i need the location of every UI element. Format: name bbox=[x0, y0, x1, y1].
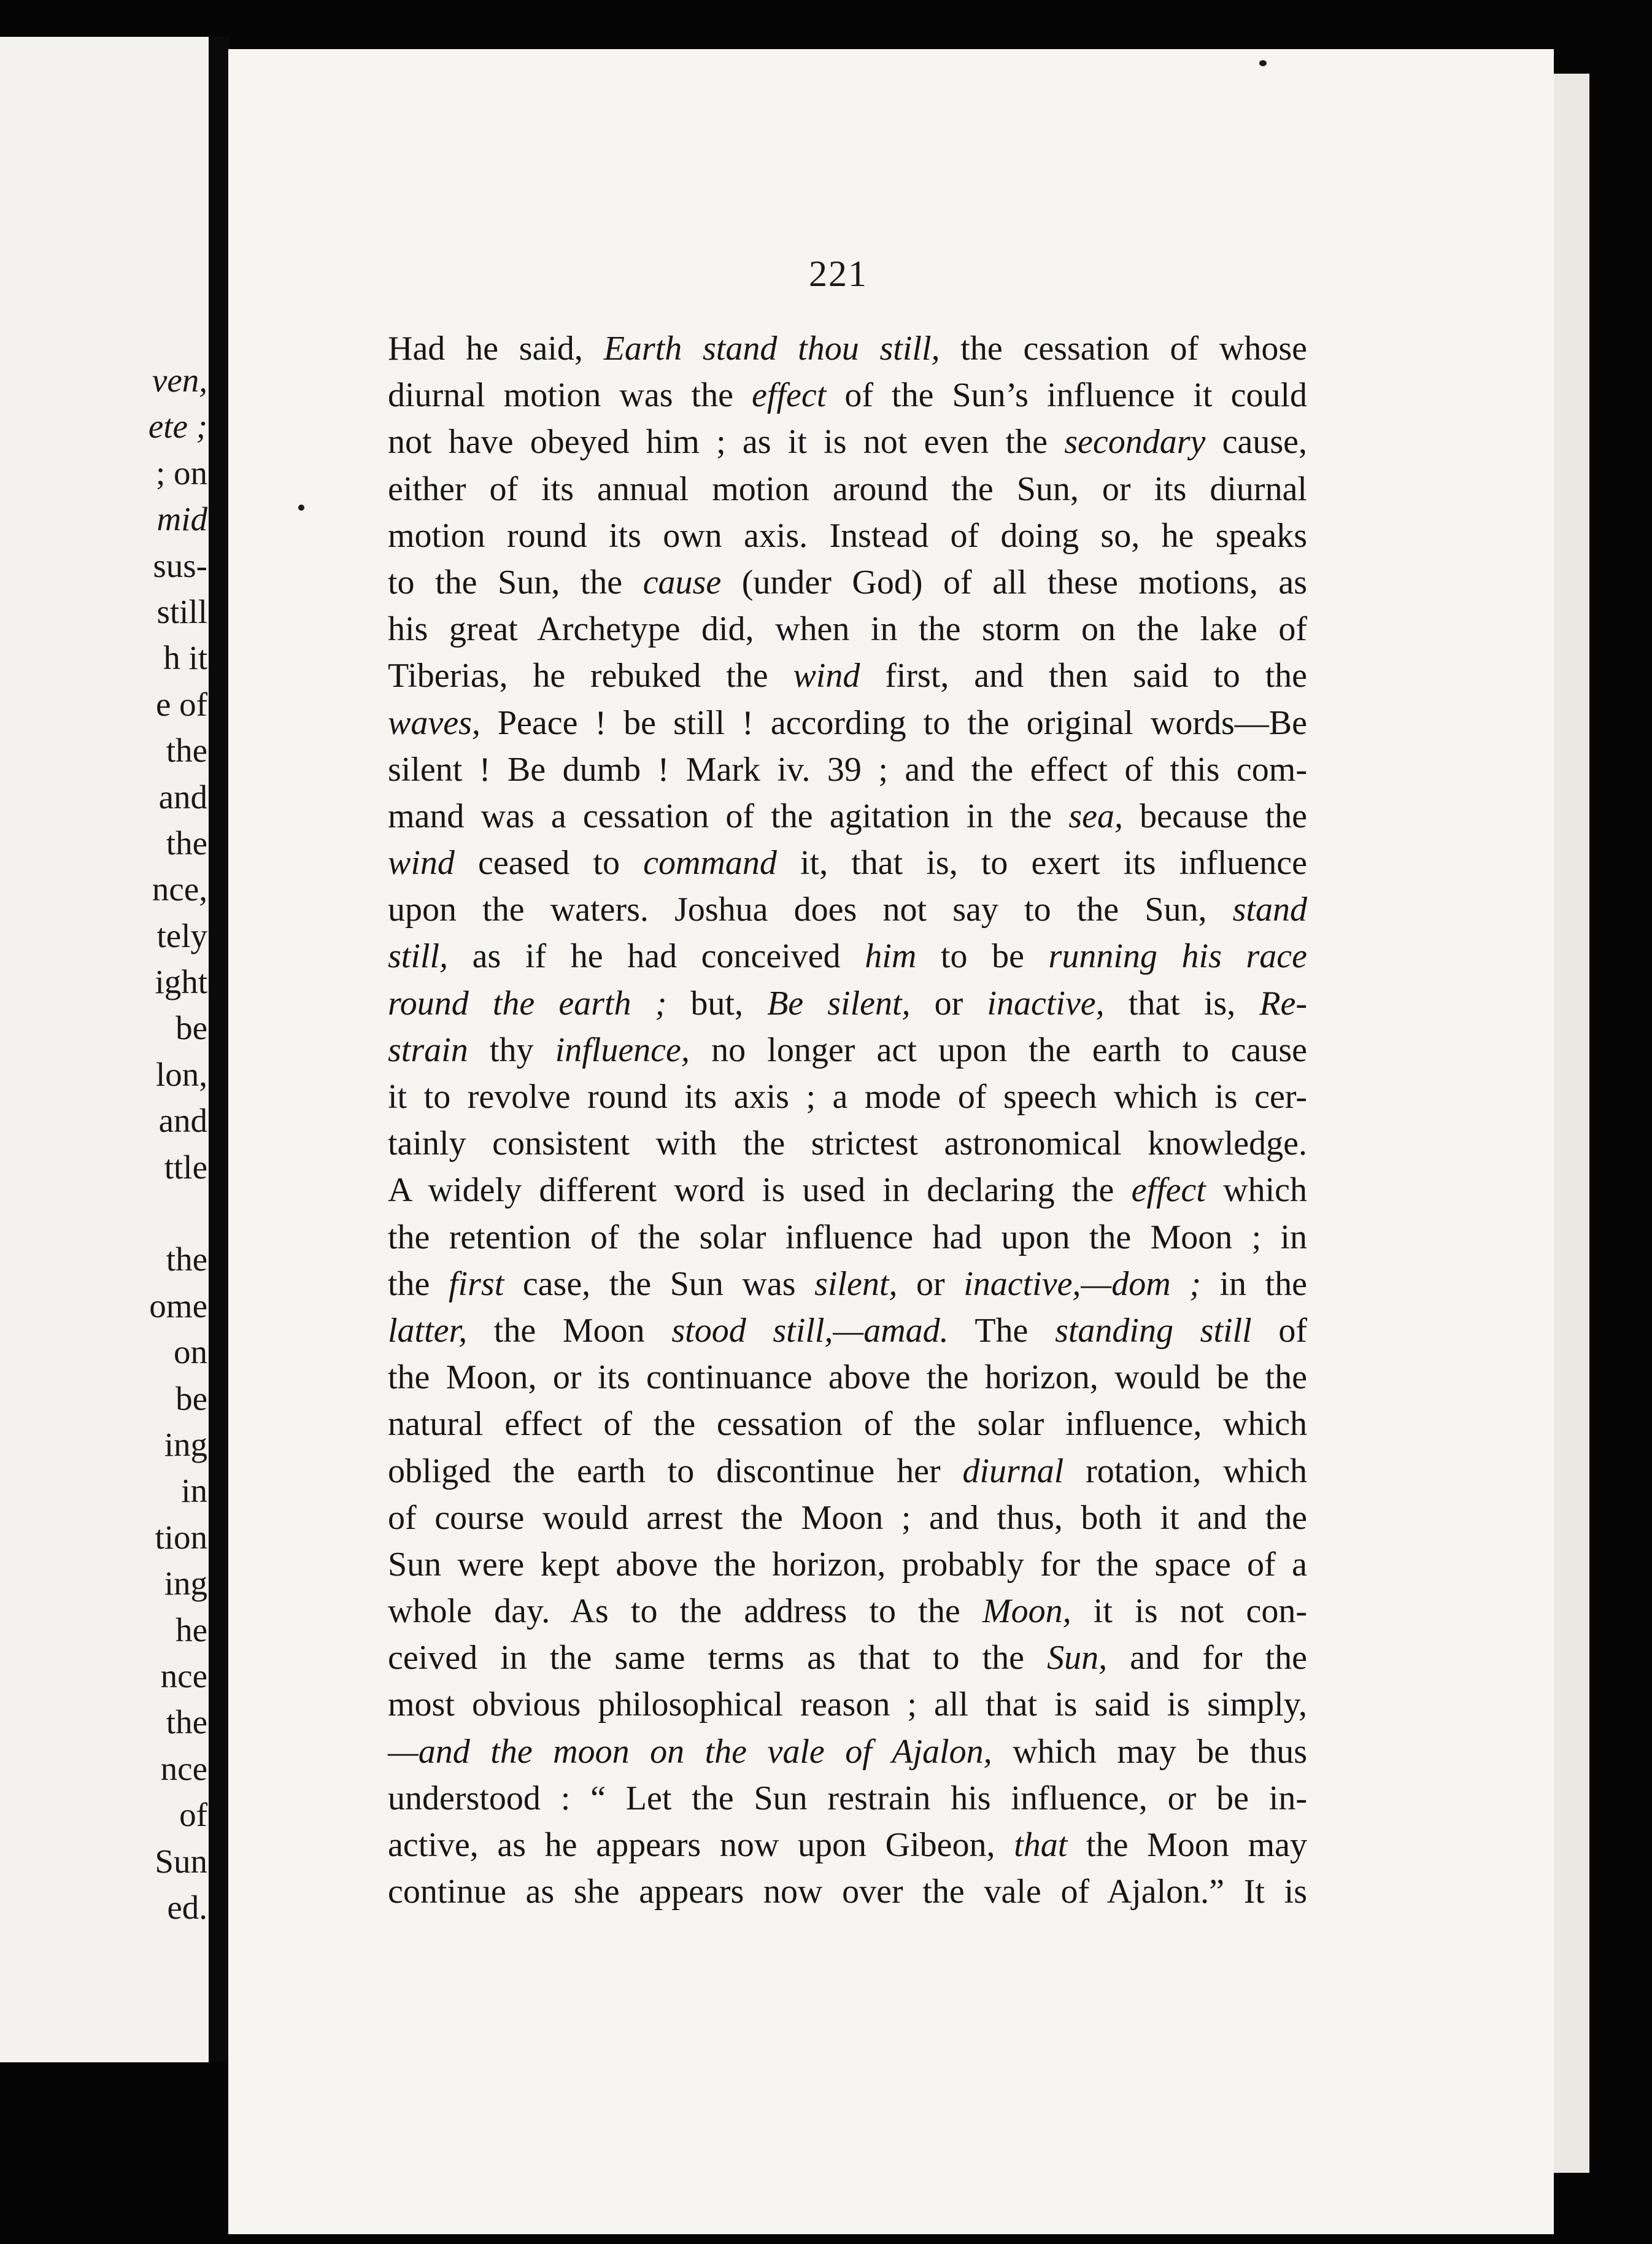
previous-page-line-ending: ing bbox=[164, 1425, 207, 1463]
text-run: case, the Sun was bbox=[504, 1264, 815, 1303]
italic-text: first bbox=[448, 1264, 504, 1303]
italic-text: inactive, bbox=[987, 984, 1105, 1023]
italic-text: Sun, bbox=[1047, 1639, 1108, 1677]
previous-page-line-ending: he bbox=[176, 1611, 207, 1649]
text-line bbox=[388, 746, 1307, 793]
previous-page-line-ending: the bbox=[166, 824, 207, 862]
text-run: ceived in the same terms as that to the bbox=[388, 1639, 1048, 1677]
ink-speck bbox=[298, 505, 304, 511]
text-line bbox=[388, 933, 1307, 980]
previous-page-line-ending: on bbox=[174, 1333, 207, 1371]
italic-text: Re- bbox=[1259, 984, 1308, 1023]
italic-text: running his race bbox=[1048, 937, 1307, 976]
text-run: no longer act upon the earth to cause bbox=[689, 1031, 1307, 1069]
italic-text: stood still,—amad. bbox=[671, 1311, 949, 1350]
previous-page-line-ending: and bbox=[158, 1102, 207, 1140]
previous-page-line-ending bbox=[0, 1190, 221, 1236]
page-body-text bbox=[388, 325, 1307, 1915]
previous-page-line-ending: sus- bbox=[153, 546, 207, 584]
italic-text: effect bbox=[1131, 1171, 1206, 1210]
text-run: ceased to bbox=[454, 844, 644, 883]
previous-page-line-ending: be bbox=[176, 1379, 207, 1417]
text-line bbox=[388, 1681, 1307, 1728]
text-run: natural effect of the cessation of the solar influence, which bbox=[388, 1405, 1307, 1444]
text-run: thy bbox=[468, 1031, 555, 1069]
text-run: silent ! Be dumb ! Mark iv. 39 ; and the effect of this com- bbox=[388, 750, 1307, 789]
previous-page-fragment bbox=[0, 37, 221, 2062]
text-line bbox=[388, 1541, 1307, 1588]
text-run: understood : “ Let the Sun restrain his influence, or be in- bbox=[388, 1779, 1307, 1817]
text-line bbox=[388, 559, 1307, 606]
text-line bbox=[388, 466, 1307, 513]
italic-text: Be silent, bbox=[767, 984, 911, 1023]
previous-page-line-ending: the bbox=[166, 1240, 207, 1279]
text-run: active, as he appears now upon Gibeon, bbox=[388, 1826, 1014, 1864]
text-line bbox=[388, 419, 1307, 465]
italic-text: strain bbox=[388, 1031, 468, 1069]
text-line bbox=[388, 1167, 1307, 1213]
text-run: because the bbox=[1122, 797, 1307, 835]
text-line bbox=[388, 1027, 1307, 1074]
text-run: motion round its own axis. Instead of doing so, he speaks bbox=[388, 516, 1307, 555]
text-line bbox=[388, 606, 1307, 652]
text-run: the Moon bbox=[467, 1311, 672, 1350]
text-run: cause, bbox=[1205, 423, 1308, 462]
italic-text: inactive,—dom ; bbox=[963, 1264, 1201, 1303]
italic-text: influence, bbox=[555, 1031, 690, 1069]
text-line bbox=[388, 513, 1307, 559]
italic-text: round the earth ; bbox=[388, 984, 667, 1023]
text-run: the Moon, or its continuance above the horizon, would be the bbox=[388, 1358, 1307, 1397]
text-run: which may be thus bbox=[992, 1732, 1308, 1771]
book-gutter bbox=[209, 37, 230, 2062]
italic-text: cause bbox=[643, 563, 722, 602]
text-run: mand was a cessation of the agitation in the bbox=[388, 797, 1069, 835]
text-line bbox=[388, 1401, 1307, 1447]
text-run: to the Sun, the bbox=[388, 563, 643, 602]
text-run: it, that is, to exert its influence bbox=[776, 844, 1307, 883]
text-line bbox=[388, 793, 1307, 840]
text-line bbox=[388, 1120, 1307, 1167]
previous-page-line-ending: tely bbox=[156, 916, 207, 954]
previous-page-line-ending: ttle bbox=[164, 1148, 207, 1186]
previous-page-line-ending: of bbox=[179, 1796, 207, 1834]
previous-page-line-ending: ete ; bbox=[148, 408, 207, 446]
previous-page-line-ending: mid bbox=[156, 500, 207, 538]
text-line bbox=[388, 1728, 1307, 1775]
text-line bbox=[388, 1074, 1307, 1120]
italic-text: wind bbox=[388, 844, 455, 883]
text-run: Peace ! be still ! according to the original words—Be bbox=[480, 703, 1307, 742]
italic-text: Earth stand thou still, bbox=[603, 330, 940, 368]
italic-text: wind bbox=[793, 657, 860, 695]
text-line bbox=[388, 325, 1307, 372]
previous-page-line-ending: tion bbox=[155, 1518, 207, 1556]
text-run: tainly consistent with the strictest astronomical knowledge. bbox=[388, 1124, 1307, 1163]
previous-page-line-ending: still bbox=[156, 592, 207, 630]
text-run: of the Sun’s influence it could bbox=[826, 376, 1307, 415]
text-run: the cessation of whose bbox=[940, 330, 1308, 368]
previous-page-line-ending: ven, bbox=[152, 362, 207, 399]
previous-page-line-ending: e of bbox=[156, 685, 207, 723]
text-line bbox=[388, 652, 1307, 699]
italic-text: latter, bbox=[388, 1311, 468, 1350]
page-number: 221 bbox=[809, 253, 868, 294]
text-line bbox=[388, 700, 1307, 746]
text-run: most obvious philosophical reason ; all that is said is simply, bbox=[388, 1685, 1307, 1724]
previous-page-line-ending: lon, bbox=[155, 1055, 207, 1093]
text-run: continue as she appears now over the vale of Ajalon.” It is bbox=[388, 1873, 1307, 1911]
text-run: to be bbox=[916, 937, 1049, 976]
italic-text: stand bbox=[1232, 891, 1307, 929]
previous-page-line-ending: ight bbox=[155, 963, 207, 1001]
previous-page-line-ending: the bbox=[166, 1703, 207, 1741]
italic-text: diurnal bbox=[962, 1452, 1064, 1490]
previous-page-line-ending: ing bbox=[164, 1565, 207, 1603]
text-run: first, and then said to the bbox=[860, 657, 1307, 695]
text-run: Had he said, bbox=[388, 330, 604, 368]
text-run: whole day. As to the address to the bbox=[388, 1592, 982, 1631]
italic-text: waves, bbox=[388, 703, 481, 742]
text-line bbox=[388, 1214, 1307, 1261]
previous-page-line-ending: nce bbox=[160, 1657, 207, 1695]
text-run: not have obeyed him ; as it is not even the bbox=[388, 423, 1065, 462]
italic-text: that bbox=[1014, 1826, 1068, 1864]
text-line bbox=[388, 1588, 1307, 1635]
text-run: in the bbox=[1200, 1264, 1307, 1303]
previous-page-line-ending: be bbox=[176, 1009, 207, 1047]
previous-page-line-ending: nce bbox=[160, 1749, 207, 1787]
previous-page-line-ending: in bbox=[181, 1472, 207, 1510]
italic-text: standing still bbox=[1055, 1311, 1252, 1350]
text-run: either of its annual motion around the Sun, or its diurnal bbox=[388, 470, 1307, 508]
text-run: the Moon may bbox=[1067, 1826, 1307, 1864]
text-line bbox=[388, 1495, 1307, 1541]
previous-page-line-ending: ; on bbox=[155, 454, 207, 492]
text-run: his great Archetype did, when in the storm on the lake of bbox=[388, 610, 1307, 649]
text-line bbox=[388, 980, 1307, 1027]
previous-page-line-ending: nce, bbox=[152, 870, 207, 908]
text-run: or bbox=[910, 984, 987, 1023]
previous-page-line-endings bbox=[0, 357, 221, 1930]
text-run: rotation, which bbox=[1063, 1452, 1307, 1490]
text-run: or bbox=[897, 1264, 964, 1303]
text-line bbox=[388, 1635, 1307, 1681]
italic-text: him bbox=[865, 937, 917, 976]
italic-text: silent, bbox=[814, 1264, 898, 1303]
text-run: Sun were kept above the horizon, probably for the space of a bbox=[388, 1545, 1307, 1584]
text-line bbox=[388, 1775, 1307, 1822]
text-line bbox=[388, 1868, 1307, 1915]
text-run: of bbox=[1251, 1311, 1307, 1350]
text-line bbox=[388, 886, 1307, 933]
text-line bbox=[388, 372, 1307, 419]
ink-speck bbox=[1259, 60, 1267, 66]
text-run: diurnal motion was the bbox=[388, 376, 752, 415]
text-run: upon the waters. Joshua does not say to the Sun, bbox=[388, 891, 1233, 929]
previous-page-line-ending: ome bbox=[149, 1286, 207, 1325]
previous-page-line-ending: Sun bbox=[155, 1842, 207, 1880]
text-run: that is, bbox=[1104, 984, 1260, 1023]
previous-page-line-ending: h it bbox=[163, 639, 207, 677]
text-run: of course would arrest the Moon ; and thus, both it and the bbox=[388, 1498, 1307, 1537]
text-run: the bbox=[388, 1264, 449, 1303]
text-run: it to revolve round its axis ; a mode of speech which is cer- bbox=[388, 1078, 1307, 1116]
previous-page-line-ending: and bbox=[158, 778, 207, 816]
text-line bbox=[388, 1822, 1307, 1868]
text-run: but, bbox=[666, 984, 768, 1023]
text-line bbox=[388, 1261, 1307, 1307]
text-run: Tiberias, he rebuked the bbox=[388, 657, 793, 695]
italic-text: secondary bbox=[1064, 423, 1206, 462]
text-run: as if he had conceived bbox=[448, 937, 865, 976]
previous-page-line-ending: the bbox=[166, 732, 207, 770]
text-line bbox=[388, 840, 1307, 886]
text-run: (under God) of all these motions, as bbox=[721, 563, 1308, 602]
text-run: obliged the earth to discontinue her bbox=[388, 1452, 963, 1490]
text-line bbox=[388, 1307, 1307, 1354]
text-run: which bbox=[1205, 1171, 1307, 1210]
text-run: the retention of the solar influence had upon the Moon ; in bbox=[388, 1218, 1307, 1256]
italic-text: command bbox=[643, 844, 777, 883]
previous-page-line-ending: ed. bbox=[167, 1888, 207, 1926]
italic-text: sea, bbox=[1068, 797, 1123, 835]
text-line bbox=[388, 1354, 1307, 1401]
italic-text: effect bbox=[752, 376, 827, 415]
italic-text: —and the moon on the vale of Ajalon, bbox=[388, 1732, 992, 1771]
text-run: A widely different word is used in declaring the bbox=[388, 1171, 1132, 1210]
text-run: The bbox=[948, 1311, 1056, 1350]
italic-text: still, bbox=[388, 937, 449, 976]
text-run: it is not con- bbox=[1071, 1592, 1308, 1631]
italic-text: Moon, bbox=[982, 1592, 1071, 1631]
text-run: and for the bbox=[1107, 1639, 1307, 1677]
text-line bbox=[388, 1448, 1307, 1495]
